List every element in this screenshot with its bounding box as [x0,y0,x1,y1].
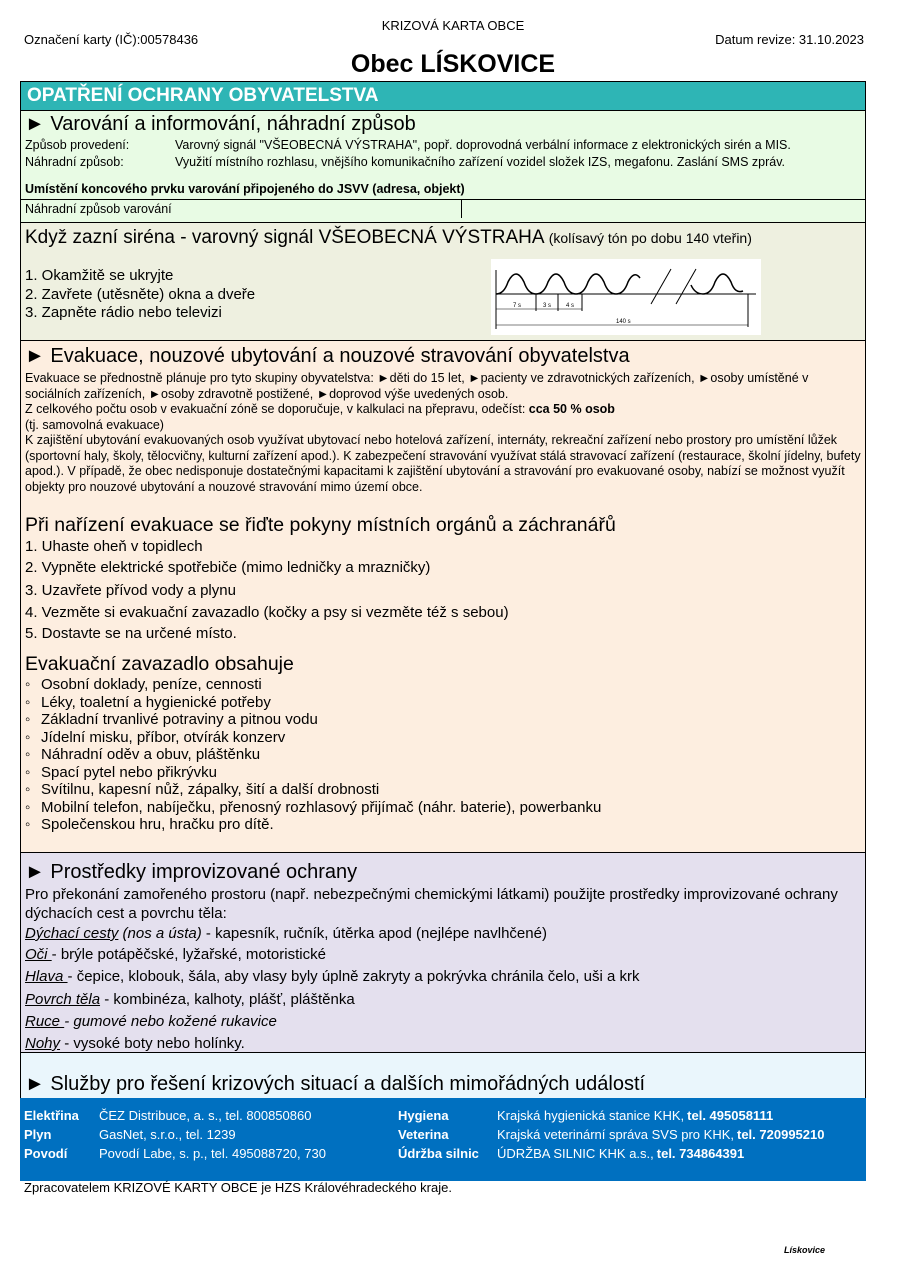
bullet-icon: ◦ [25,746,31,763]
card-id: Označení karty (IČ):00578436 [24,32,199,47]
protection-item [25,965,861,988]
siren-step: 3. Zapněte rádio nebo televizi [25,304,222,321]
bullet-icon: ◦ [25,798,31,816]
kit-item-text: Spací pytel nebo přikrývku [41,763,217,781]
kit-item-text: Jídelní misku, příbor, otvírák konzerv [41,728,286,746]
service-contact: GasNet, s.r.o., tel. 1239 [99,1127,236,1142]
protection-part: Ruce [25,1013,65,1030]
protection-note: (nos a ústa) [118,925,202,942]
diagram-label: 7 s [513,303,522,309]
protection-means: - brýle potápěčské, lyžařské, motoristické [51,946,326,963]
page-label: Lískovice [784,1245,826,1255]
siren-step: 1. Okamžitě se ukryjte [25,267,174,284]
kit-item [25,729,861,747]
protection-part: Nohy [25,1035,61,1052]
protection-item [25,923,861,944]
section-title: ► Evakuace, nouzové ubytování a nouzové stravování obyvatelstva [25,345,630,367]
service-row [398,1125,824,1144]
kit-item [25,711,861,729]
bullet-icon: ◦ [25,763,31,781]
kit-item-text: Společenskou hru, hračku pro dítě. [41,816,274,833]
orders-title: Při nařízení evakuace se řiďte pokyny místních orgánů a záchranářů [25,514,616,536]
protection-means: - kombinéza, kalhoty, plášť, pláštěnka [100,991,355,1008]
service-phone: tel. 734864391 [656,1146,745,1161]
siren-section [21,222,865,340]
kit-item-text: Léky, toaletní a hygienické potřeby [41,693,271,711]
protection-means: - gumové nebo kožené rukavice [64,1013,277,1030]
siren-signal-diagram [491,259,761,335]
service-contact: Krajská veterinární správa SVS pro KHK, [497,1127,734,1142]
protection-means: - kapesník, ručník, útěrka apod (nejlépe navlhčené) [201,925,547,942]
row-value: Využití místního rozhlasu, vnějšího komunikačního zařízení vozidel složek IZS, megafonu. Zaslání SMS zpráv. [175,155,785,169]
kit-title: Evakuační zavazadlo obsahuje [25,653,294,675]
bullet-icon: ◦ [25,693,31,711]
bullet-icon: ◦ [25,728,31,746]
protection-item [25,944,861,965]
kit-item [25,694,861,712]
location-label: Umístění koncového prvku varování připojeného do JSVV (adresa, objekt) [25,182,465,196]
footer-note: Zpracovatelem KRIZOVÉ KARTY OBCE je HZS Královéhradeckého kraje. [24,1180,452,1195]
diagram-label: 4 s [566,303,575,309]
section-title: ► Varování a informování, náhradní způsob [25,113,416,135]
protection-item [25,1011,861,1032]
bullet-icon: ◦ [25,711,31,728]
row-value: Varovný signál "VŠEOBECNÁ VÝSTRAHA", popř. doprovodná verbální informace z elektronických sirén a MIS. [175,138,791,152]
evacuation-percent: cca 50 % osob [528,402,615,416]
row-label: Náhradní způsob: [25,155,124,169]
service-label: Hygiena [398,1108,449,1123]
service-label: Údržba silnic [398,1146,479,1161]
order-item: 2. Vypněte elektrické spotřebiče (mimo ledničky a mrazničky) [25,559,431,576]
service-phone: tel. 495058111 [687,1108,774,1123]
service-contact: ČEZ Distribuce, a. s., tel. 800850860 [99,1108,312,1123]
service-row [398,1106,824,1125]
services-table [20,1098,866,1181]
service-label: Plyn [24,1127,52,1142]
municipality-title: Obec LÍSKOVICE [350,50,556,78]
kit-item [25,676,861,694]
kit-item [25,816,861,834]
bullet-icon: ◦ [25,781,31,798]
bullet-icon: ◦ [25,816,31,833]
protection-intro: Pro překonání zamořeného prostoru (např. nebezpečnými chemickými látkami) použijte prostředky improvizované ochrany dýchacích cest a povrchu těla: [25,886,838,922]
kit-item-text: Náhradní oděv a obuv, pláštěnku [41,746,261,763]
section-title: ► Prostředky improvizované ochrany [25,861,358,883]
protection-means: - vysoké boty nebo holínky. [60,1035,245,1052]
kit-item [25,764,861,782]
protection-part: Oči [25,946,52,963]
order-item: 4. Vezměte si evakuační zavazadlo (kočky a psy si vezměte též s sebou) [25,604,509,621]
kit-item-text: Základní trvanlivé potraviny a pitnou vodu [41,711,318,728]
kit-list [25,676,861,834]
kit-item [25,799,861,817]
section-title: Když zazní siréna - varovný signál VŠEOBECNÁ VÝSTRAHA [25,227,544,248]
siren-step: 2. Zavřete (utěsněte) okna a dveře [25,285,256,303]
service-contact: ÚDRŽBA SILNIC KHK a.s., [497,1146,654,1161]
kit-item-text: Mobilní telefon, nabíječku, přenosný rozhlasový přijímač (náhr. baterie), powerbanku [41,798,602,816]
kit-item [25,746,861,764]
alt-warning-label: Náhradní způsob varování [21,200,462,218]
service-label: Povodí [24,1146,68,1161]
alt-warning-row [21,199,865,218]
warning-row [25,154,861,171]
evacuation-groups: Evakuace se přednostně plánuje pro tyto skupiny obyvatelstva: ►děti do 15 let, ►pacienty ve zdravotnických zařízeních, ►osoby umístěné v sociálních zařízeních, ►osoby zdravotně postižené, ►doprovod výše uvedených osob. [25,371,809,401]
service-row [398,1144,824,1163]
document-title: KRIZOVÁ KARTA OBCE [381,18,525,33]
diagram-label: 3 s [543,303,552,309]
accommodation-text: K zajištění ubytování evakuovaných osob využívat ubytovací nebo hotelová zařízení, internáty, rekreační zařízení nebo prostory pro umístění lůžek (sportovní haly, školy, tělocvičny, kulturní zařízení apod.). K zabezpečení stravování využívat stálá stravovací zařízení (restaurace, školní jídelny, bufety apod.). V případě, že obec nedisponuje dostatečnými kapacitami k zajištění ubytování a stravování pro evakuované osoby, nabízí se možnost využít objekty pro nouzové ubytování a nouzové stravování mimo území obce. [25,433,861,494]
row-label: Způsob provedení: [25,138,130,152]
services-title-section [21,1052,865,1098]
service-contact: Krajská hygienická stanice KHK, [497,1108,685,1123]
protection-means: - čepice, klobouk, šála, aby vlasy byly úplně zakryty a pokrývka chránila čelo, uši a krk [67,968,640,985]
revision-date: Datum revize: 31.10.2023 [715,32,864,47]
service-row [24,1106,398,1125]
siren-note: (kolísavý tón po dobu 140 vteřin) [548,230,752,246]
service-label: Elektřina [24,1108,79,1123]
service-row [24,1144,398,1163]
card-body [20,81,866,1181]
kit-item-text: Osobní doklady, peníze, cennosti [41,676,262,693]
diagram-label: 140 s [616,319,631,325]
evacuation-section [21,340,865,852]
kit-item-text: Svítilnu, kapesní nůž, zápalky, šití a další drobnosti [41,781,380,798]
evacuation-note: (tj. samovolná evakuace) [25,417,164,432]
service-contact: Povodí Labe, s. p., tel. 495088720, 730 [99,1146,326,1161]
service-label: Veterina [398,1127,449,1142]
service-row [24,1125,398,1144]
service-phone: tel. 720995210 [737,1127,825,1142]
bullet-icon: ◦ [25,676,31,693]
protection-list [25,923,861,1056]
protection-part: Hlava [25,968,68,985]
evacuation-calc: Z celkového počtu osob v evakuační zóně se doporučuje, v kalkulaci na přepravu, odečíst: [25,402,529,416]
protection-part: Povrch těla [25,991,101,1008]
order-item: 5. Dostavte se na určené místo. [25,625,237,642]
protection-section [21,852,865,1052]
main-heading: OPATŘENÍ OCHRANY OBYVATELSTVA [21,82,865,110]
warning-row [25,137,861,154]
protection-part: Dýchací cesty [25,925,119,942]
order-item: 3. Uzavřete přívod vody a plynu [25,582,236,599]
order-item: 1. Uhaste oheň v topidlech [25,538,203,555]
warning-section [21,110,865,222]
section-title: ► Služby pro řešení krizových situací a dalších mimořádných událostí [25,1073,646,1095]
kit-item [25,781,861,799]
protection-item [25,988,861,1011]
